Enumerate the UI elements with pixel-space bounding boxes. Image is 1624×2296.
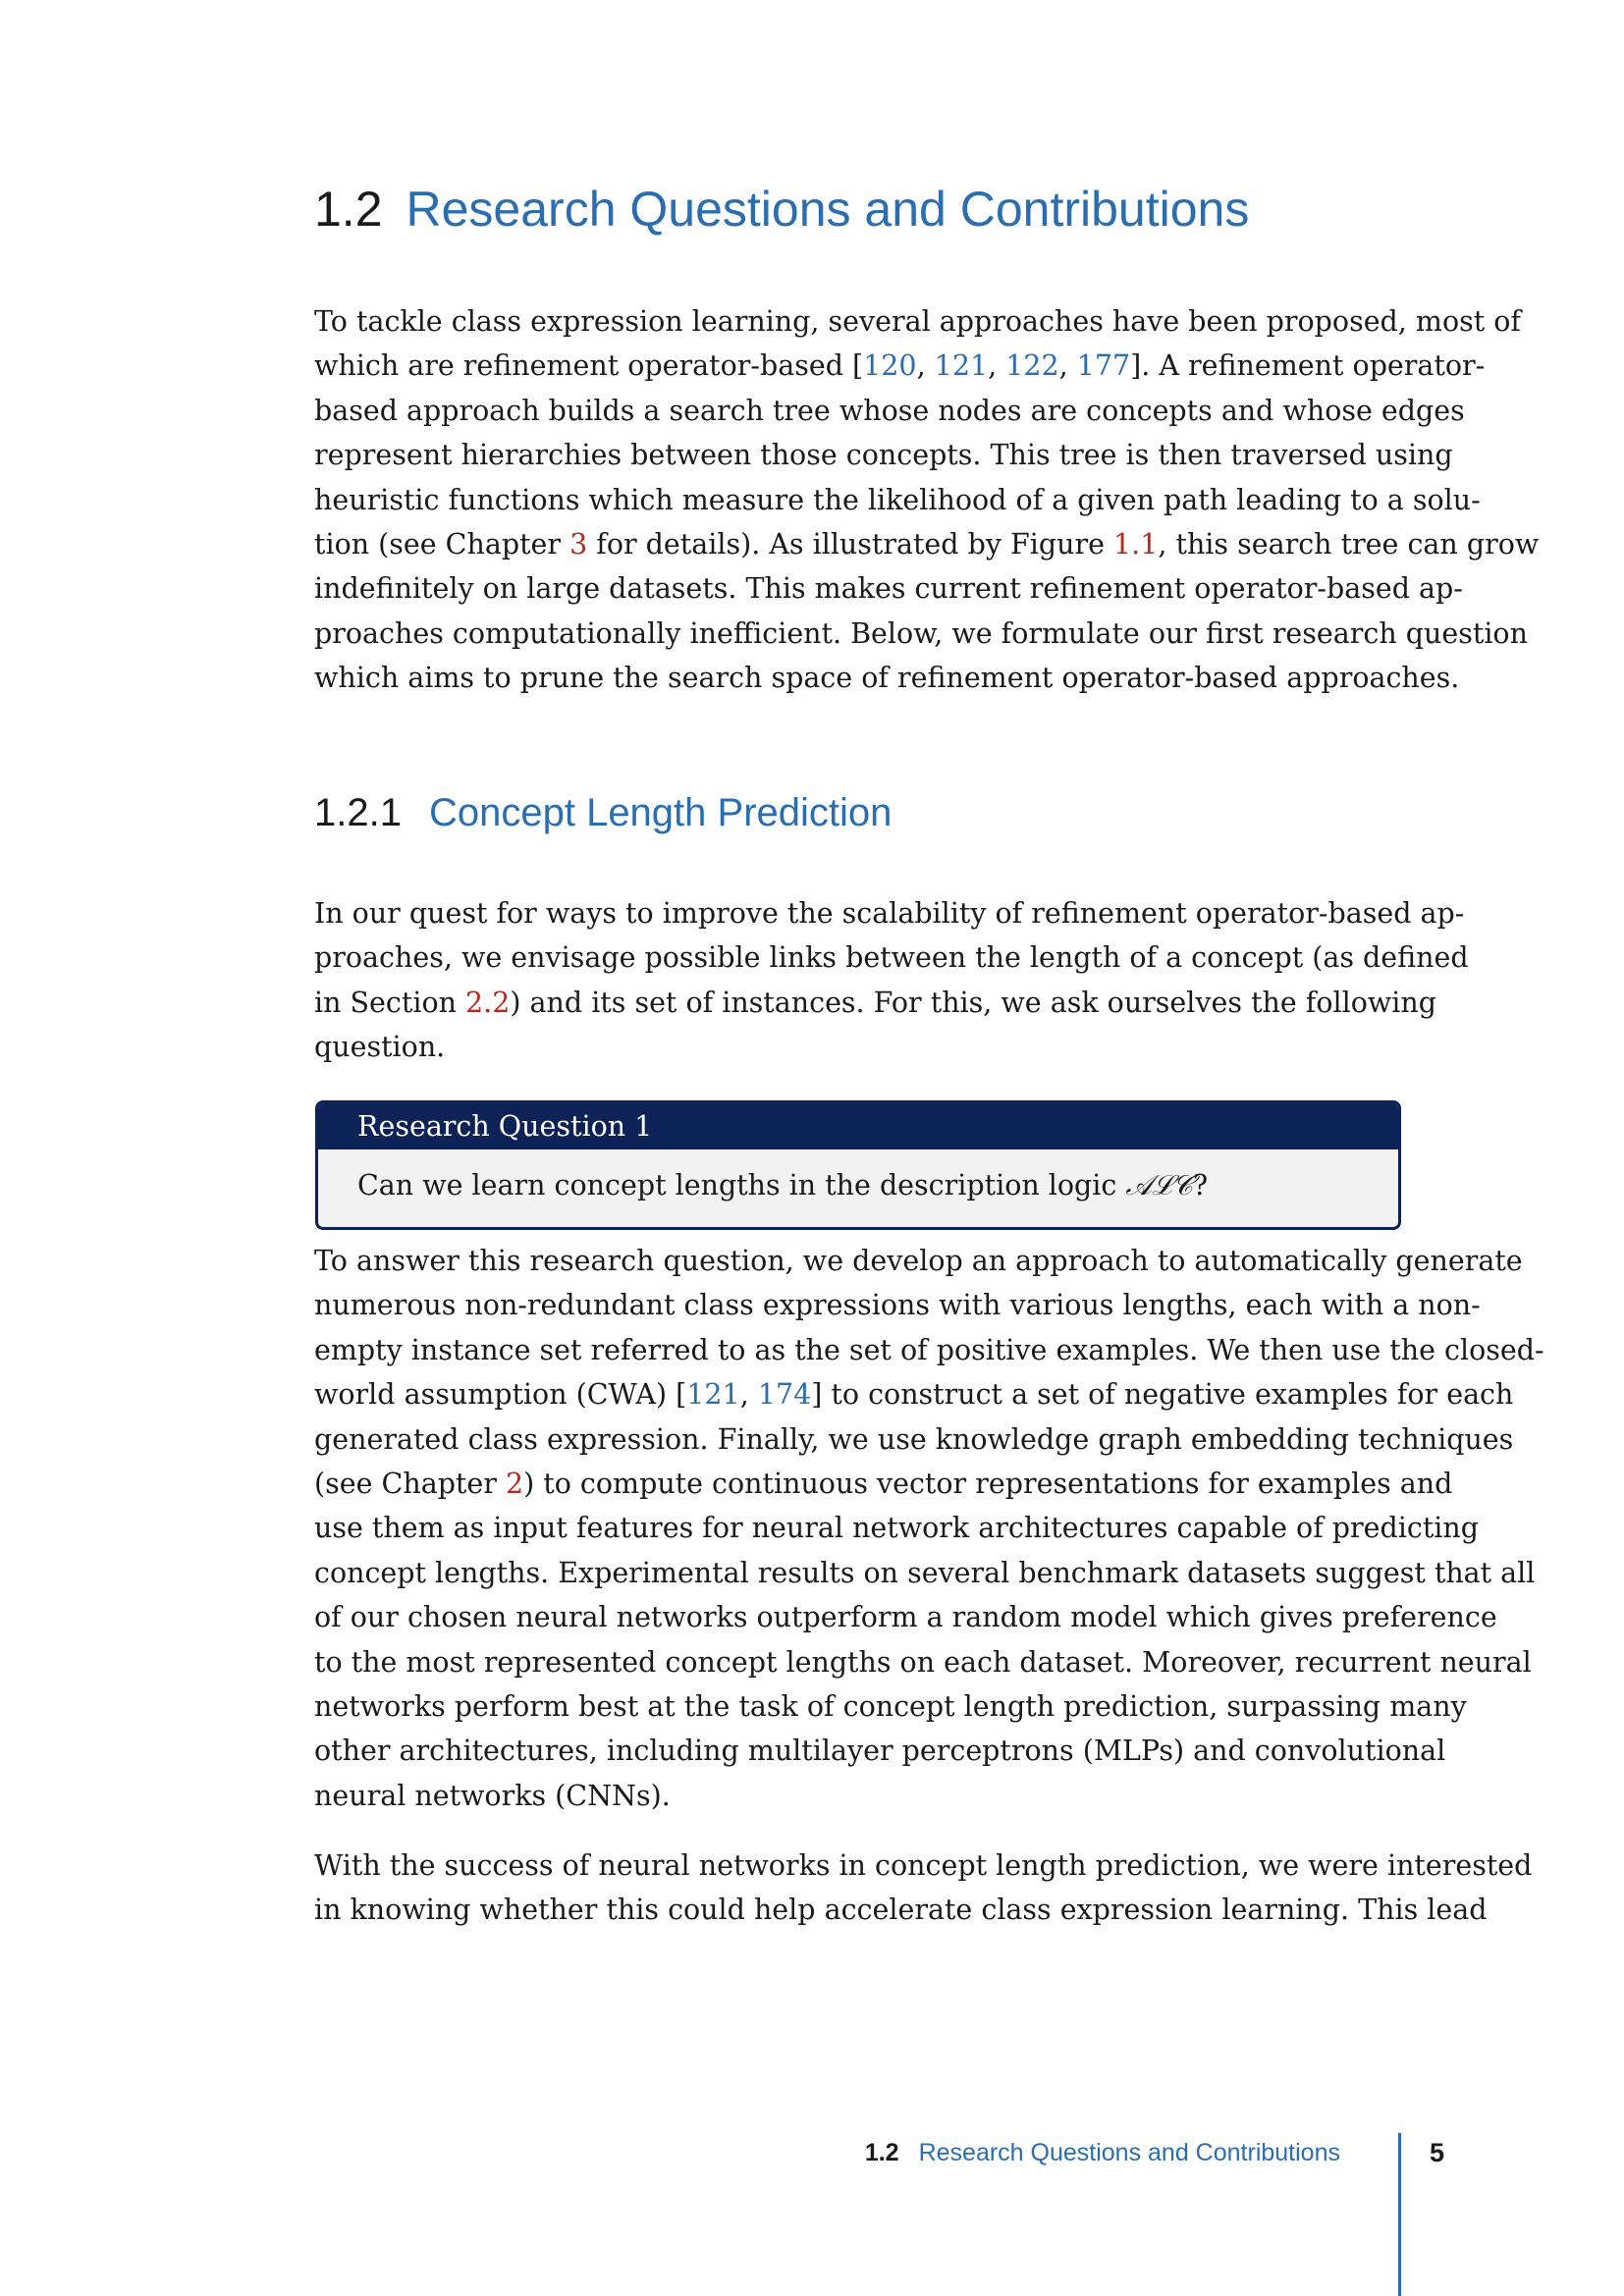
- research-question-title: Research Question 1: [318, 1103, 1398, 1149]
- footer-rule: [1398, 2133, 1401, 2296]
- section-heading: [314, 180, 1249, 239]
- page-number: 5: [1430, 2138, 1445, 2167]
- paragraph-2: [314, 891, 1469, 1070]
- cross-reference-link[interactable]: 2.2: [465, 986, 511, 1019]
- text-line: in Section 2.2) and its set of instances. For this, we ask ourselves the following: [314, 986, 1437, 1019]
- text-line: tion (see Chapter 3 for details). As illustrated by Figure 1.1, this search tree can grow: [314, 528, 1540, 561]
- paragraph-4: [314, 1843, 1533, 1933]
- text-line: which aims to prune the search space of refinement operator-based approaches.: [314, 662, 1460, 695]
- citation-link[interactable]: 120: [863, 349, 917, 383]
- citation-link[interactable]: 122: [1005, 349, 1059, 383]
- text-line: generated class expression. Finally, we use knowledge graph embedding techniques: [314, 1422, 1514, 1456]
- text-line: To tackle class expression learning, several approaches have been proposed, most of: [314, 305, 1521, 338]
- text-line: heuristic functions which measure the likelihood of a given path leading to a solu-: [314, 483, 1481, 516]
- text-line: represent hierarchies between those concepts. This tree is then traversed using: [314, 439, 1453, 472]
- text-line: (see Chapter 2) to compute continuous vector representations for examples and: [314, 1468, 1453, 1501]
- citation-link[interactable]: 121: [934, 349, 989, 383]
- paragraph-1: [314, 299, 1540, 701]
- text-line: of our chosen neural networks outperform a random model which gives preference: [314, 1601, 1497, 1634]
- section-title: Research Questions and Contributions: [406, 182, 1250, 237]
- citation-link[interactable]: 174: [757, 1378, 812, 1412]
- cross-reference-link[interactable]: 1.1: [1113, 528, 1159, 561]
- description-logic-name: 𝒜ℒ𝒞: [1125, 1169, 1193, 1201]
- text-line: networks perform best at the task of concept length prediction, surpassing many: [314, 1690, 1467, 1724]
- text-line: to the most represented concept lengths on each dataset. Moreover, recurrent neural: [314, 1645, 1532, 1679]
- research-question-box: [315, 1100, 1401, 1230]
- text-line: To answer this research question, we develop an approach to automatically generate: [314, 1245, 1523, 1277]
- text-line: proaches computationally inefficient. Below, we formulate our first research question: [314, 616, 1528, 650]
- cross-reference-link[interactable]: 2: [505, 1468, 524, 1501]
- paragraph-3: [314, 1239, 1544, 1818]
- text-line: in knowing whether this could help accelerate class expression learning. This lead: [314, 1894, 1488, 1927]
- text-line: With the success of neural networks in concept length prediction, we were interested: [314, 1849, 1533, 1882]
- text-line: concept lengths. Experimental results on several benchmark datasets suggest that all: [314, 1556, 1536, 1589]
- text-line: In our quest for ways to improve the scalability of refinement operator-based ap-: [314, 897, 1465, 930]
- subsection-heading: [314, 789, 892, 836]
- text-line: numerous non-redundant class expressions with various lengths, each with a non-: [314, 1289, 1481, 1322]
- research-question-text: [318, 1149, 1398, 1222]
- text-line: other architectures, including multilayer perceptrons (MLPs) and convolutional: [314, 1735, 1446, 1768]
- section-number: 1.2: [314, 182, 383, 237]
- text-line: use them as input features for neural network architectures capable of predicting: [314, 1512, 1480, 1545]
- research-question-text-after: ?: [1192, 1169, 1209, 1201]
- research-question-text-before: Can we learn concept lengths in the description logic: [357, 1169, 1126, 1201]
- subsection-number: 1.2.1: [314, 791, 402, 834]
- citation-link[interactable]: 121: [686, 1378, 740, 1412]
- text-line: world assumption (CWA) [121, 174] to construct a set of negative examples for each: [314, 1378, 1514, 1412]
- footer-section-title: Research Questions and Contributions: [918, 2139, 1340, 2166]
- text-line: question.: [314, 1031, 446, 1064]
- subsection-title: Concept Length Prediction: [428, 791, 893, 834]
- footer-section-number: 1.2: [864, 2139, 899, 2166]
- text-line: indefinitely on large datasets. This makes current refinement operator-based ap-: [314, 572, 1463, 606]
- text-line: based approach builds a search tree whose nodes are concepts and whose edges: [314, 394, 1465, 427]
- text-line: which are refinement operator-based [120, 121, 122, 177]. A refinement operator-: [314, 349, 1486, 383]
- citation-link[interactable]: 177: [1076, 349, 1131, 383]
- text-line: neural networks (CNNs).: [314, 1779, 671, 1812]
- text-line: empty instance set referred to as the set of positive examples. We then use the closed-: [314, 1333, 1544, 1366]
- text-line: proaches, we envisage possible links between the length of a concept (as defined: [314, 941, 1469, 975]
- cross-reference-link[interactable]: 3: [569, 528, 588, 561]
- running-footer: [865, 2133, 1340, 2172]
